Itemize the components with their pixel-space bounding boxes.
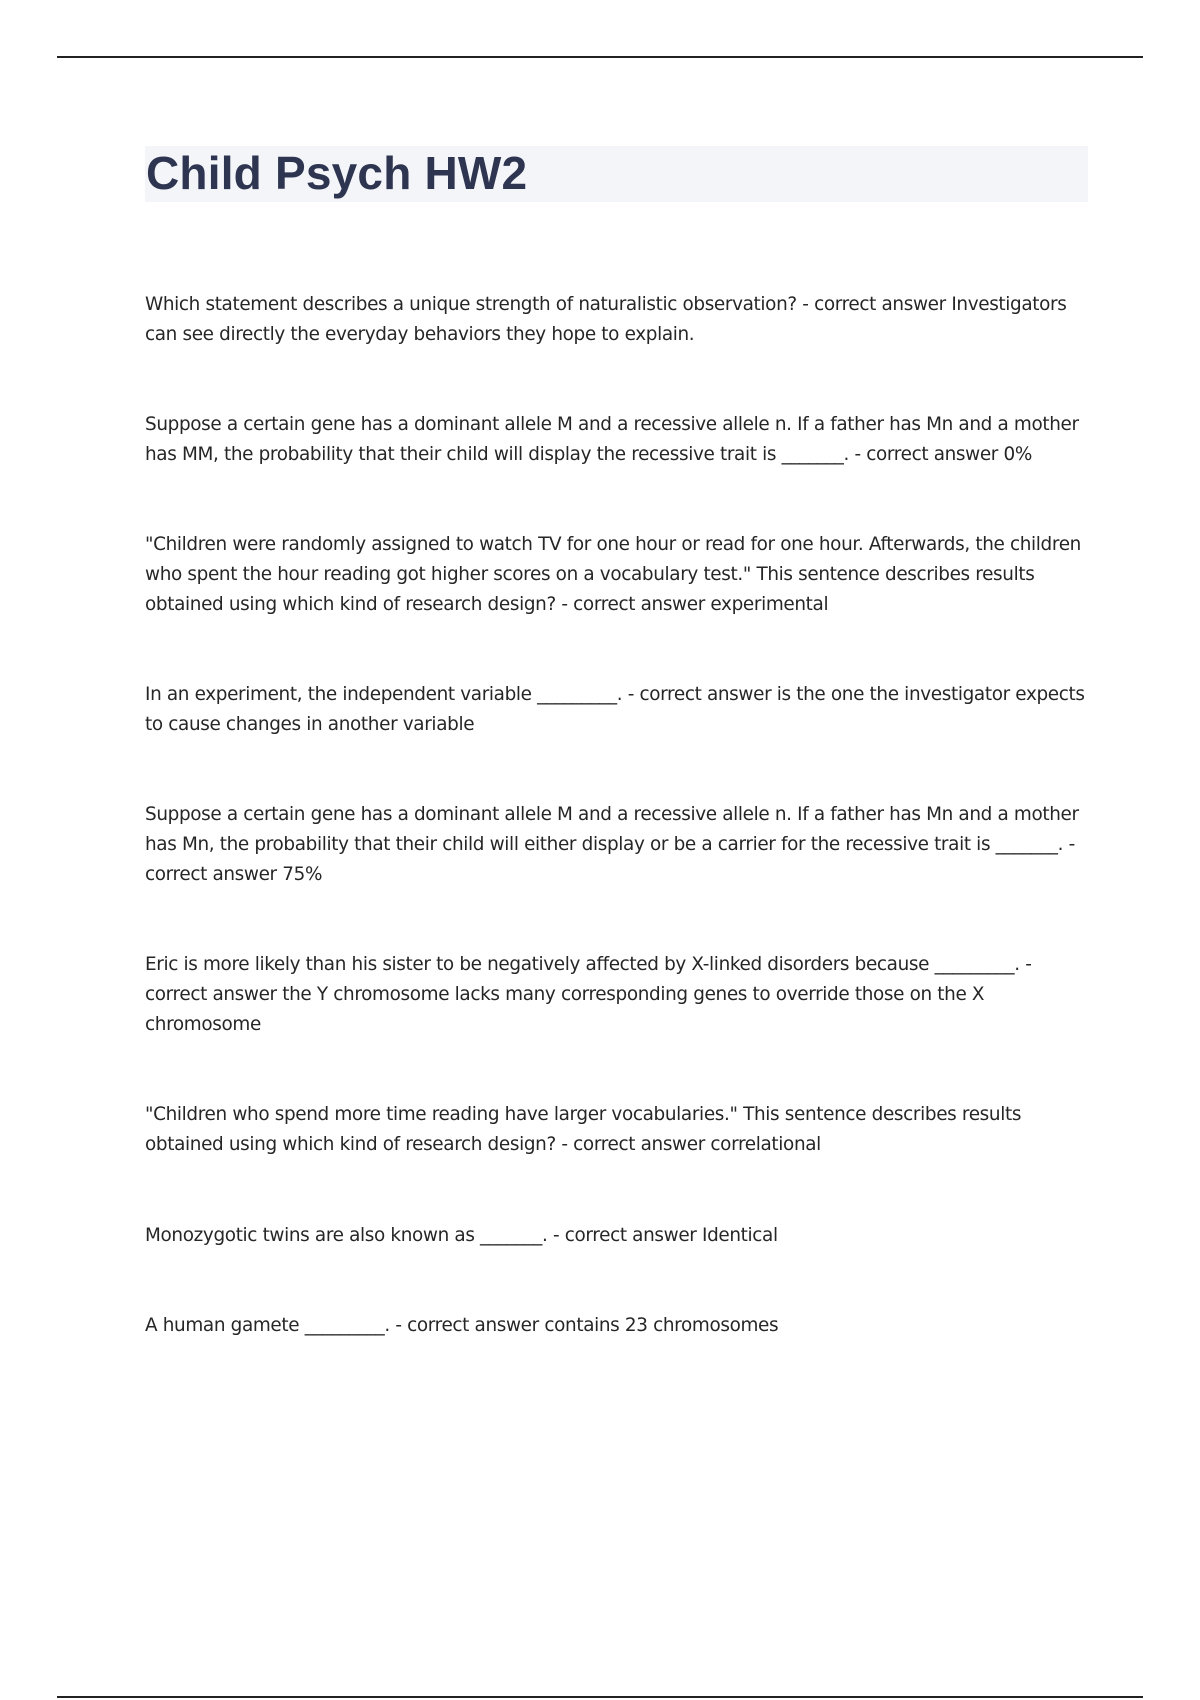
qa-item-7: "Children who spend more time reading have larger vocabularies." This sentence describes results obtained using which kind of research design? - correct answer correlational (145, 1104, 1022, 1155)
qa-item-2: Suppose a certain gene has a dominant allele M and a recessive allele n. If a father has Mn and a mother has MM, the probability that their child will display the recessive trait is _______. - correct answer 0% (145, 414, 1079, 465)
qa-item-4: In an experiment, the independent variable _________. - correct answer is the one the investigator expects to cause changes in another variable (145, 684, 1085, 735)
qa-item-5: Suppose a certain gene has a dominant allele M and a recessive allele n. If a father has Mn and a mother has Mn, the probability that their child will either display or be a carrier for the recessive trait is _______. - correct answer 75% (145, 804, 1079, 885)
qa-item-6: Eric is more likely than his sister to be negatively affected by X-linked disorders because _________. - correct answer the Y chromosome lacks many corresponding genes to override those on the X chromosome (145, 954, 1032, 1035)
qa-item-3: "Children were randomly assigned to watch TV for one hour or read for one hour. Afterwards, the children who spent the hour reading got higher scores on a vocabulary test." This sentence describes results obtained using which kind of research design? - correct answer experimental (145, 534, 1081, 615)
document-title: Child Psych HW2 (146, 147, 528, 199)
qa-item-8: Monozygotic twins are also known as _______. - correct answer Identical (145, 1225, 778, 1246)
page-bottom-rule (57, 1696, 1143, 1698)
page-top-rule (57, 56, 1143, 58)
qa-item-1: Which statement describes a unique strength of naturalistic observation? - correct answer Investigators can see directly the everyday behaviors they hope to explain. (145, 294, 1067, 345)
qa-item-9: A human gamete _________. - correct answer contains 23 chromosomes (145, 1315, 779, 1336)
